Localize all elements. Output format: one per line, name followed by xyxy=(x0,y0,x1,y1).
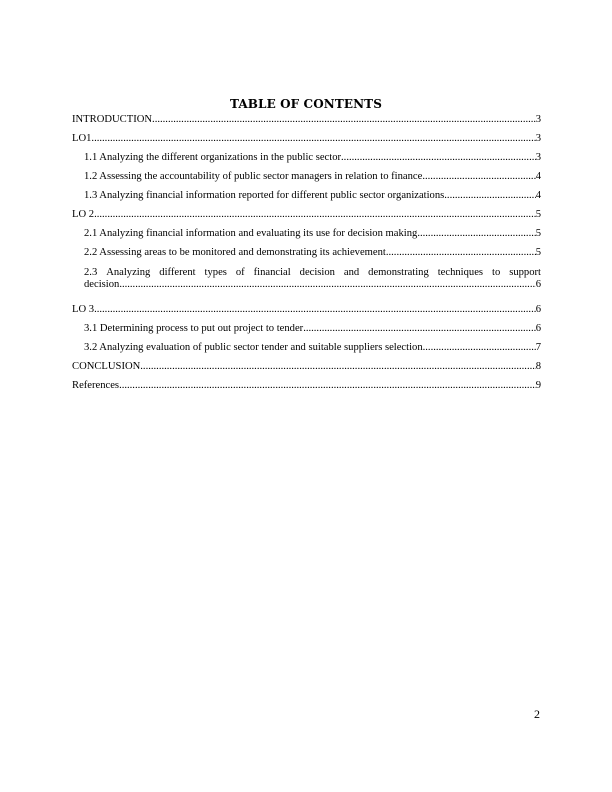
dot-leader xyxy=(341,152,536,163)
toc-entry-page: 5 xyxy=(535,228,541,239)
toc-entry-text: LO 2 xyxy=(72,209,95,220)
toc-title: TABLE OF CONTENTS xyxy=(230,97,382,111)
dot-leader xyxy=(119,380,536,391)
toc-entry-page: 7 xyxy=(535,342,541,353)
toc-entry-text: decision xyxy=(84,279,120,290)
toc-entry-page: 6 xyxy=(535,304,541,315)
dot-leader xyxy=(152,114,536,125)
toc-entry-3-2[interactable] xyxy=(72,342,541,361)
toc-entry-word: to xyxy=(492,267,501,278)
page-number: 2 xyxy=(534,707,540,721)
toc-entry-introduction[interactable] xyxy=(72,114,541,133)
toc-entry-text: 1.3 Analyzing financial information reported for different public sector organizations xyxy=(84,190,445,201)
toc-entry-page: 4 xyxy=(535,171,541,182)
toc-entry-word: different xyxy=(159,267,196,278)
toc-entry-text: INTRODUCTION xyxy=(72,114,153,125)
dot-leader xyxy=(94,304,536,315)
dot-leader xyxy=(422,171,535,182)
toc-entry-page: 5 xyxy=(535,209,541,220)
toc-entry-2-1[interactable] xyxy=(72,228,541,247)
toc-entry-word: techniques xyxy=(437,267,484,278)
toc-entry-text: References xyxy=(72,380,120,391)
toc-entry-page: 4 xyxy=(535,190,541,201)
toc-entry-text: CONCLUSION xyxy=(72,361,141,372)
toc-entry-page: 5 xyxy=(535,247,541,258)
toc-entry-page: 9 xyxy=(535,380,541,391)
dot-leader xyxy=(94,209,536,220)
toc-entry-word: financial xyxy=(253,267,291,278)
toc-entry-lo2[interactable] xyxy=(72,209,541,228)
toc-entry-references[interactable] xyxy=(72,380,541,399)
toc-entry-text: 1.1 Analyzing the different organizations in the public sector xyxy=(84,152,342,163)
toc-entry-1-2[interactable] xyxy=(72,171,541,190)
toc-entry-word: 2.3 xyxy=(84,267,98,278)
dot-leader xyxy=(386,247,536,258)
toc-entry-word: support xyxy=(509,267,541,278)
toc-entry-page: 3 xyxy=(535,114,541,125)
toc-entry-1-3[interactable] xyxy=(72,190,541,209)
toc-entry-1-1[interactable] xyxy=(72,152,541,171)
toc-entry-3-1[interactable] xyxy=(72,323,541,342)
toc-entry-word: demonstrating xyxy=(368,267,429,278)
dot-leader xyxy=(119,279,535,291)
toc-entry-2-3[interactable] xyxy=(72,266,541,304)
toc-entry-word: Analyzing xyxy=(106,267,151,278)
toc-entry-text: 3.1 Determining process to put out project to tender xyxy=(84,323,304,334)
toc-entry-word: and xyxy=(343,267,360,278)
dot-leader xyxy=(444,190,535,201)
toc-entry-text: LO1 xyxy=(72,133,92,144)
dot-leader xyxy=(423,342,536,353)
toc-entry-text-line2 xyxy=(84,279,541,291)
toc-entry-lo3[interactable] xyxy=(72,304,541,323)
toc-entry-text: 3.2 Analyzing evaluation of public sector tender and suitable suppliers selection xyxy=(84,342,423,353)
toc-entry-2-2[interactable] xyxy=(72,247,541,266)
toc-entry-word: types xyxy=(204,267,227,278)
toc-entry-lo1[interactable] xyxy=(72,133,541,152)
dot-leader xyxy=(140,361,535,372)
dot-leader xyxy=(303,323,536,334)
toc-entry-page: 3 xyxy=(535,133,541,144)
toc-entry-text: 2.1 Analyzing financial information and evaluating its use for decision making xyxy=(84,228,418,239)
toc-entry-conclusion[interactable] xyxy=(72,361,541,380)
toc-entry-word: of xyxy=(235,267,245,278)
dot-leader xyxy=(417,228,535,239)
toc-entry-text: 1.2 Assessing the accountability of public sector managers in relation to finance xyxy=(84,171,423,182)
table-of-contents xyxy=(72,114,541,399)
toc-entry-text-line1 xyxy=(84,266,541,279)
toc-entry-text: LO 3 xyxy=(72,304,95,315)
toc-entry-page: 8 xyxy=(535,361,541,372)
toc-entry-text: 2.2 Assessing areas to be monitored and demonstrating its achievement xyxy=(84,247,386,258)
dot-leader xyxy=(91,133,535,144)
toc-entry-page: 3 xyxy=(535,152,541,163)
toc-entry-page: 6 xyxy=(535,279,541,290)
toc-entry-page: 6 xyxy=(535,323,541,334)
toc-entry-word: decision xyxy=(299,267,335,278)
